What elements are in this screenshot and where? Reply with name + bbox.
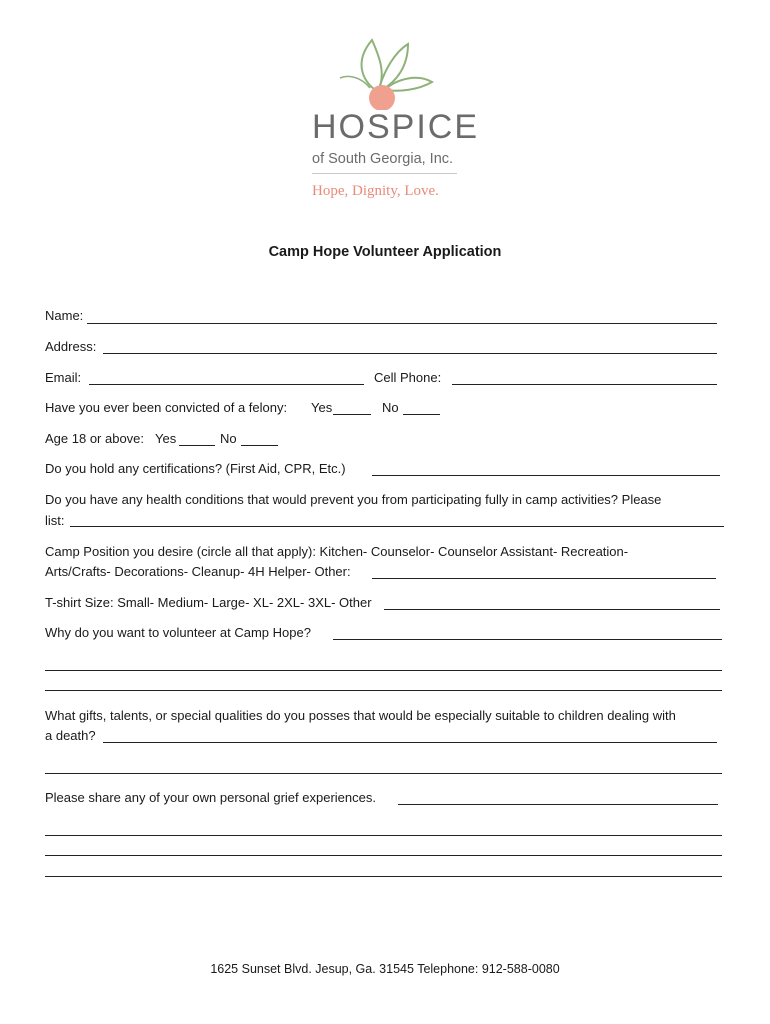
gifts-label-line1: What gifts, talents, or special qualities do you posses that would be especially suitable to children dealing with bbox=[45, 708, 676, 723]
logo-subtitle: of South Georgia, Inc. bbox=[312, 151, 454, 167]
form-title: Camp Hope Volunteer Application bbox=[268, 244, 502, 260]
grief-field-line3[interactable] bbox=[45, 855, 722, 856]
address-field[interactable] bbox=[103, 353, 717, 354]
felony-no-field[interactable] bbox=[403, 414, 440, 415]
felony-yes-label: Yes bbox=[311, 400, 333, 415]
logo-name: HOSPICE bbox=[312, 108, 480, 146]
position-other-field[interactable] bbox=[372, 578, 716, 579]
email-field[interactable] bbox=[89, 384, 364, 385]
health-field[interactable] bbox=[70, 526, 724, 527]
age-yes-label: Yes bbox=[155, 431, 177, 446]
tshirt-label: T-shirt Size: Small- Medium- Large- XL- 2XL- 3XL- Other bbox=[45, 595, 372, 610]
tshirt-other-field[interactable] bbox=[384, 609, 720, 610]
why-field-line1[interactable] bbox=[333, 639, 722, 640]
position-label-line1: Camp Position you desire (circle all that apply): Kitchen- Counselor- Counselor Assistant- Recreation- bbox=[45, 544, 629, 559]
why-field-line3[interactable] bbox=[45, 690, 722, 691]
gifts-label-line2: a death? bbox=[45, 728, 96, 743]
age-label: Age 18 or above: bbox=[45, 431, 145, 446]
age-no-field[interactable] bbox=[241, 445, 278, 446]
name-label: Name: bbox=[45, 308, 84, 323]
why-label: Why do you want to volunteer at Camp Hope? bbox=[45, 625, 311, 640]
address-label: Address: bbox=[45, 339, 97, 354]
certifications-field[interactable] bbox=[372, 475, 720, 476]
grief-field-line1[interactable] bbox=[398, 804, 718, 805]
age-no-label: No bbox=[220, 431, 237, 446]
health-label-line2: list: bbox=[45, 513, 65, 528]
gifts-field-line1[interactable] bbox=[103, 742, 717, 743]
gifts-field-line2[interactable] bbox=[45, 773, 722, 774]
grief-field-line4[interactable] bbox=[45, 876, 722, 877]
peach-leaf-icon bbox=[300, 30, 470, 110]
felony-yes-field[interactable] bbox=[333, 414, 371, 415]
felony-label: Have you ever been convicted of a felony: bbox=[45, 400, 288, 415]
logo bbox=[300, 30, 480, 210]
why-field-line2[interactable] bbox=[45, 670, 722, 671]
grief-field-line2[interactable] bbox=[45, 835, 722, 836]
name-field[interactable] bbox=[87, 323, 717, 324]
age-yes-field[interactable] bbox=[179, 445, 215, 446]
logo-divider bbox=[312, 173, 457, 174]
certifications-label: Do you hold any certifications? (First Aid, CPR, Etc.) bbox=[45, 461, 346, 476]
felony-no-label: No bbox=[382, 400, 399, 415]
cell-phone-label: Cell Phone: bbox=[374, 370, 442, 385]
grief-label: Please share any of your own personal grief experiences. bbox=[45, 790, 376, 805]
footer-address: 1625 Sunset Blvd. Jesup, Ga. 31545 Telephone: 912-588-0080 bbox=[210, 962, 560, 976]
cell-phone-field[interactable] bbox=[452, 384, 717, 385]
email-label: Email: bbox=[45, 370, 82, 385]
position-label-line2: Arts/Crafts- Decorations- Cleanup- 4H Helper- Other: bbox=[45, 564, 351, 579]
logo-tagline: Hope, Dignity, Love. bbox=[312, 183, 439, 199]
health-label-line1: Do you have any health conditions that would prevent you from participating fully in camp activities? Please bbox=[45, 492, 662, 507]
